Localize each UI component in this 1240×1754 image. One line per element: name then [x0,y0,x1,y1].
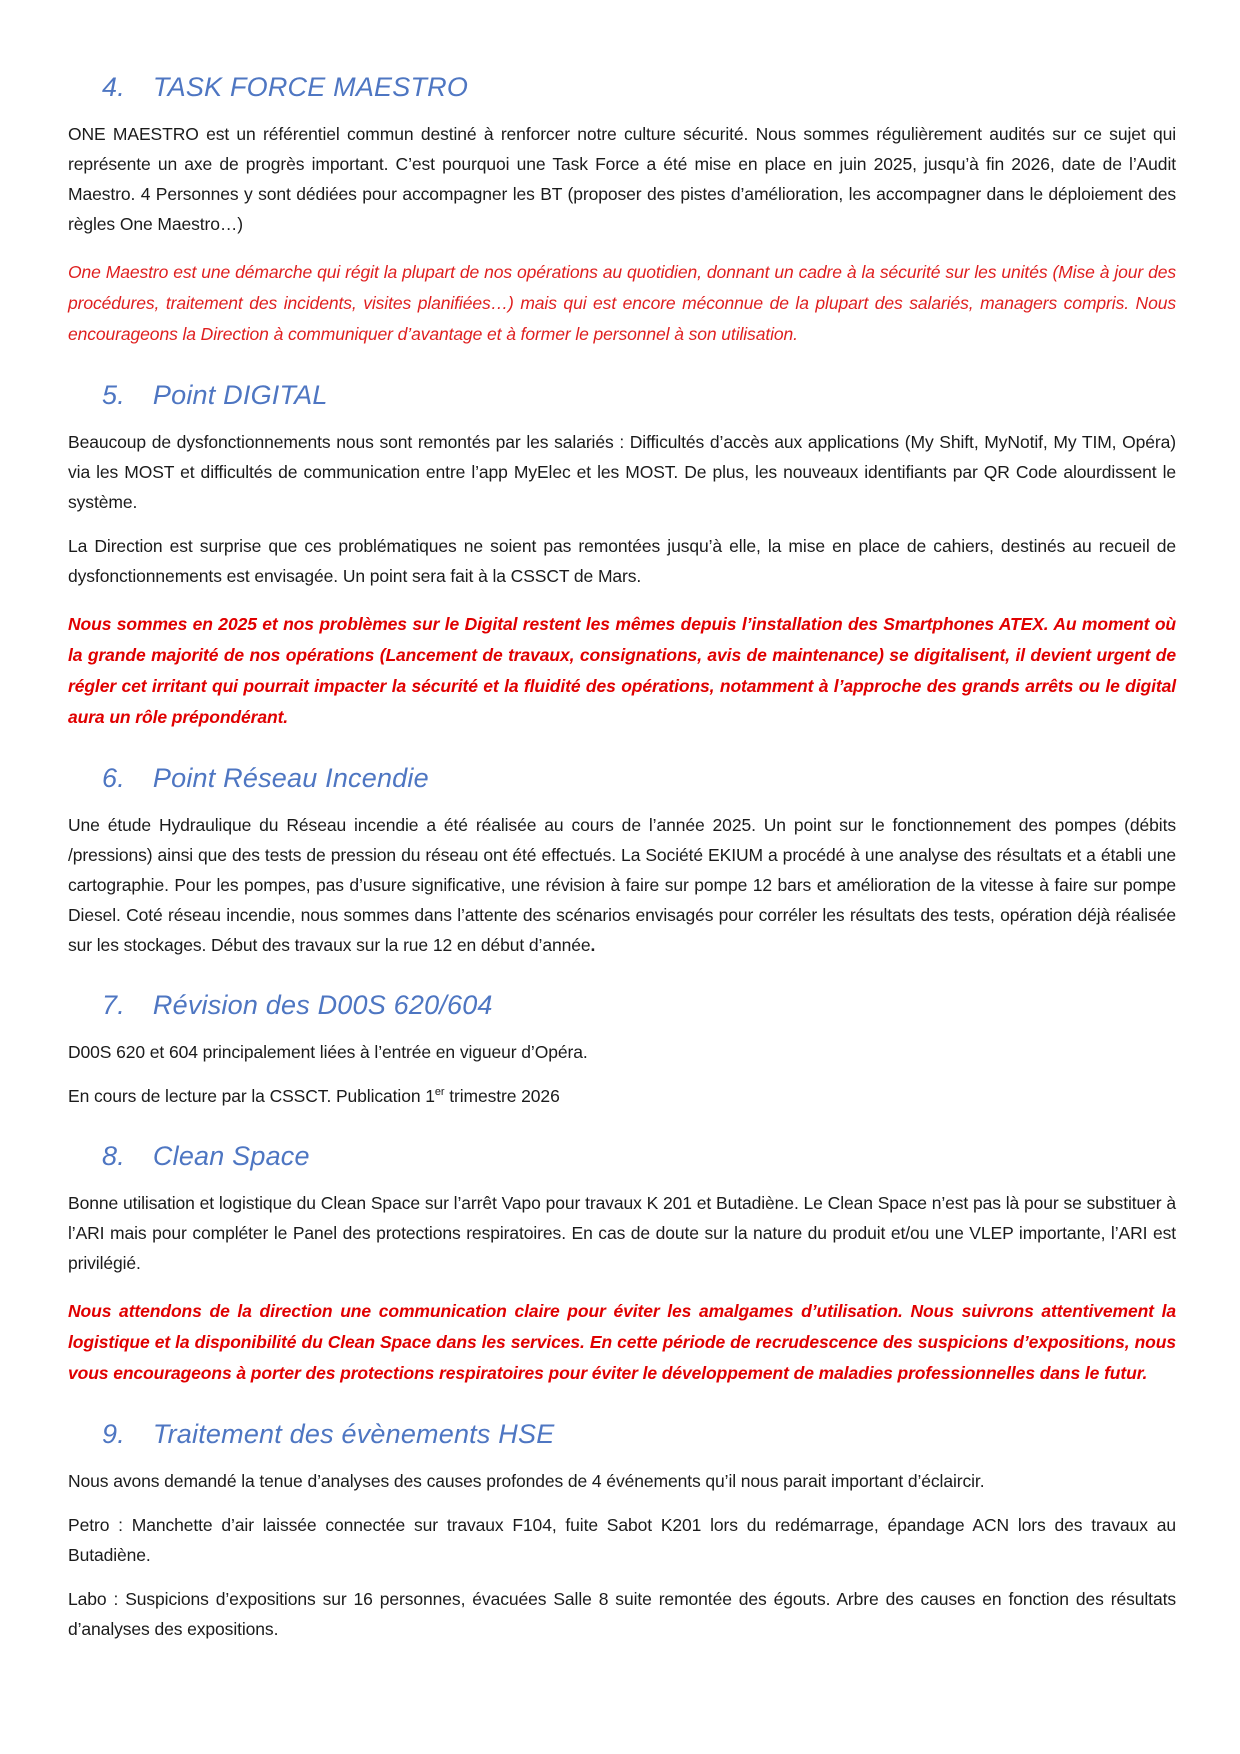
paragraph-bold-period: . [590,935,596,955]
paragraph: ONE MAESTRO est un référentiel commun destiné à renforcer notre culture sécurité. Nous sommes régulièrement audités sur ce sujet qui représente un axe de progrès important. C’est pourquoi une Task Force a été mise en place en juin 2025, jusqu’à fin 2026, date de l’Audit Maestro. 4 Personnes y sont dédiées pour accompagner les BT (proposer des pistes d’amélioration, les accompagner dans le déploiement des règles One Maestro…) [68,124,1176,234]
section-traitement-evenements-hse [68,1419,1176,1644]
paragraph: Petro : Manchette d’air laissée connectée sur travaux F104, fuite Sabot K201 lors du redémarrage, épandage ACN lors des travaux au Butadiène. [68,1515,1176,1565]
section-heading [68,1141,1176,1172]
paragraph [68,810,1176,960]
paragraph-text: En cours de lecture par la CSSCT. Publication 1 [68,1086,435,1106]
section-title: Révision des D00S 620/604 [152,990,493,1020]
paragraph: Nous avons demandé la tenue d’analyses des causes profondes de 4 événements qu’il nous parait important d’éclaircir. [68,1471,985,1491]
paragraph-text: trimestre 2026 [444,1086,560,1106]
section-heading [68,380,1176,411]
section-heading [68,763,1176,794]
section-clean-space [68,1141,1176,1389]
section-number: 8. [102,1141,125,1171]
paragraph: D00S 620 et 604 principalement liées à l’entrée en vigueur d’Opéra. [68,1042,588,1062]
section-heading [68,72,1176,103]
section-point-digital [68,380,1176,733]
section-heading [68,990,1176,1021]
paragraph [68,1081,1176,1111]
section-number: 5. [102,380,125,410]
section-point-reseau-incendie [68,763,1176,960]
paragraph-text: Une étude Hydraulique du Réseau incendie a été réalisée au cours de l’année 2025. Un point sur le fonctionnement des pompes (débits /pressions) ainsi que des tests de pression du réseau ont été effectués. La Société EKIUM a procédé à une analyse des résultats et a établi une cartographie. Pour les pompes, pas d’usure significative, une révision à faire sur pompe 12 bars et amélioration de la vitesse à faire sur pompe Diesel. Coté réseau incendie, nous sommes dans l’attente des scénarios envisagés pour corréler les résultats des tests, opération déjà réalisée sur les stockages. Début des travaux sur la rue 12 en début d’année [68,815,1176,955]
section-number: 6. [102,763,125,793]
paragraph: Bonne utilisation et logistique du Clean Space sur l’arrêt Vapo pour travaux K 201 et Butadiène. Le Clean Space n’est pas là pour se substituer à l’ARI mais pour compléter le Panel des protections respiratoires. En cas de doute sur la nature du produit et/ou une VLEP importante, l’ARI est privilégié. [68,1193,1176,1273]
alert-paragraph: Nous attendons de la direction une communication claire pour éviter les amalgames d’utilisation. Nous suivrons attentivement la logistique et la disponibilité du Clean Space dans les services. En cette période de recrudescence des suspicions d’expositions, nous vous encourageons à porter des protections respiratoires pour éviter le développement de maladies professionnelles dans le futur. [68,1301,1176,1383]
section-number: 7. [102,990,125,1020]
section-title: Point Réseau Incendie [152,763,429,793]
section-heading [68,1419,1176,1450]
alert-paragraph: One Maestro est une démarche qui régit la plupart de nos opérations au quotidien, donnant un cadre à la sécurité sur les unités (Mise à jour des procédures, traitement des incidents, visites planifiées…) mais qui est encore méconnue de la plupart des salariés, managers compris. Nous encourageons la Direction à communiquer d’avantage et à former le personnel à son utilisation. [68,262,1176,344]
section-number: 4. [102,72,125,102]
section-title: Traitement des évènements HSE [152,1419,555,1449]
paragraph: Labo : Suspicions d’expositions sur 16 personnes, évacuées Salle 8 suite remontée des égouts. Arbre des causes en fonction des résultats d’analyses des expositions. [68,1589,1176,1639]
section-revision-d00s [68,990,1176,1111]
ordinal-superscript: er [434,1086,445,1099]
paragraph: La Direction est surprise que ces problématiques ne soient pas remontées jusqu’à elle, la mise en place de cahiers, destinés au recueil de dysfonctionnements est envisagée. Un point sera fait à la CSSCT de Mars. [68,536,1176,586]
section-task-force-maestro [68,72,1176,350]
section-title: Point DIGITAL [152,380,328,410]
paragraph: Beaucoup de dysfonctionnements nous sont remontés par les salariés : Difficultés d’accès aux applications (My Shift, MyNotif, My TIM, Opéra) via les MOST et difficultés de communication entre l’app MyElec et les MOST. De plus, les nouveaux identifiants par QR Code alourdissent le système. [68,432,1176,512]
section-title: Clean Space [152,1141,310,1171]
section-number: 9. [102,1419,125,1449]
alert-paragraph: Nous sommes en 2025 et nos problèmes sur le Digital restent les mêmes depuis l’installation des Smartphones ATEX. Au moment où la grande majorité de nos opérations (Lancement de travaux, consignations, avis de maintenance) se digitalisent, il devient urgent de régler cet irritant qui pourrait impacter la sécurité et la fluidité des opérations, notamment à l’approche des grands arrêts ou le digital aura un rôle prépondérant. [68,614,1176,727]
section-title: TASK FORCE MAESTRO [152,72,469,102]
